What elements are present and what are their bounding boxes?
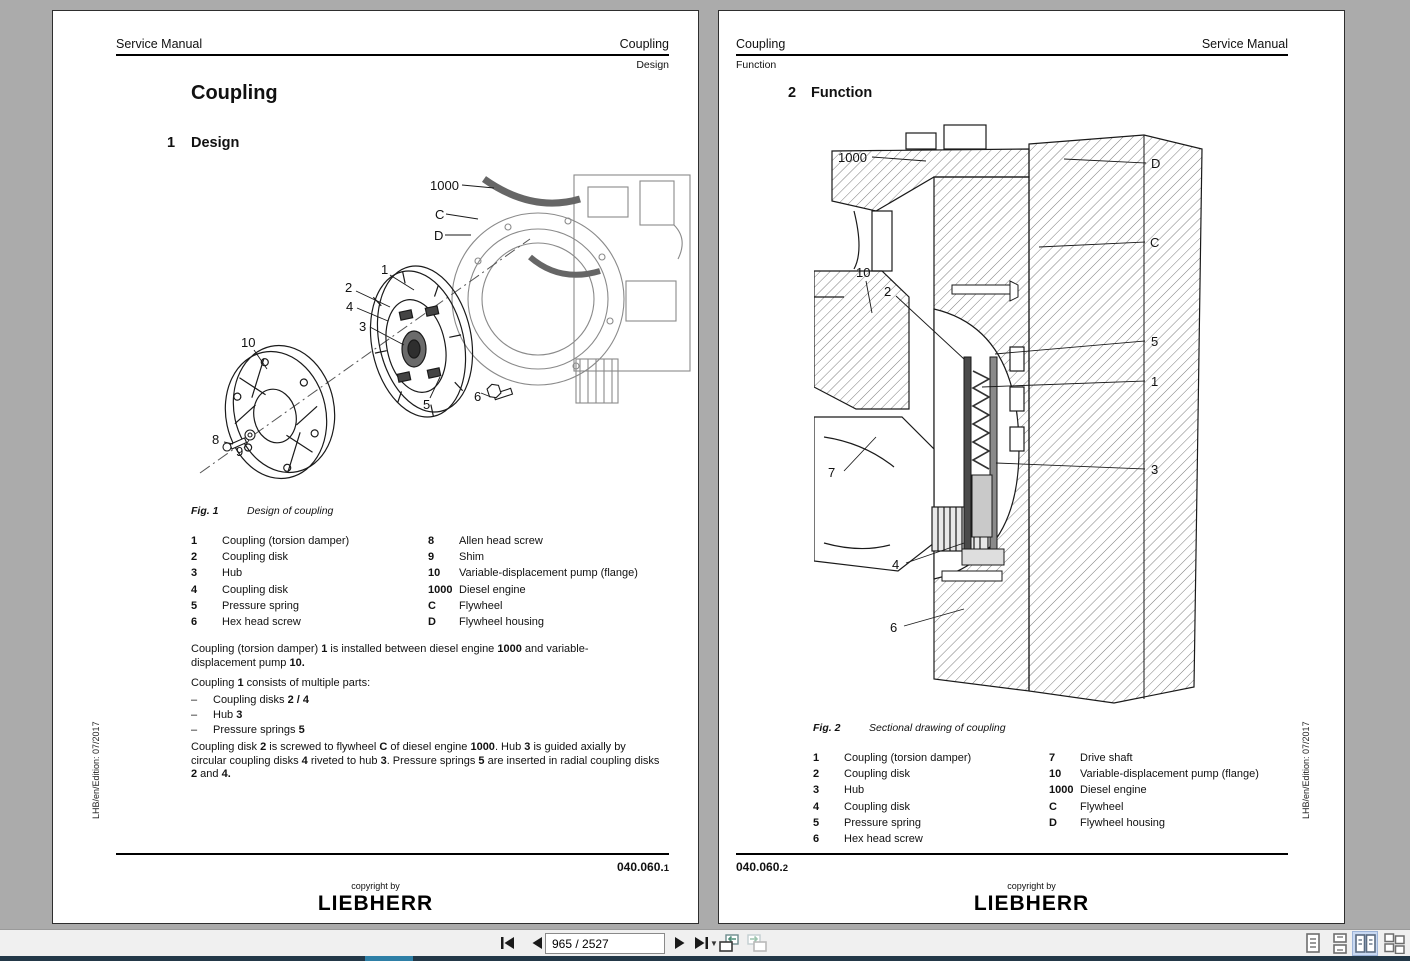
parts-row: 3 Hub (191, 567, 243, 580)
copyright-text: copyright by (1007, 881, 1056, 891)
label-C: C (435, 207, 445, 222)
label-1: 1 (1151, 374, 1159, 389)
taskbar-strip (0, 956, 1410, 961)
parts-row: 4 Coupling disk (813, 800, 911, 813)
liebherr-logo: LIEBHERR (317, 892, 434, 915)
header-rule (736, 54, 1288, 56)
header-subtitle: Design (636, 59, 669, 71)
copyright-text: copyright by (351, 881, 400, 891)
parts-row: 9 Shim (428, 551, 485, 564)
label-10: 10 (241, 335, 256, 350)
figure-caption-label: Fig. 2 (813, 722, 841, 734)
paragraph-consists: Coupling 1 consists of multiple parts: (191, 677, 371, 689)
next-view-button[interactable] (744, 932, 770, 954)
next-view-icon (746, 933, 768, 953)
continuous-view-button[interactable] (1327, 931, 1353, 956)
header-rule (116, 54, 669, 56)
last-page-button[interactable] (690, 932, 712, 954)
parts-list-col2 (428, 535, 686, 632)
parts-row: 5 Pressure spring (191, 599, 300, 612)
parts-row: 10 Variable-displacement pump (flange) (1049, 768, 1259, 781)
section-title: Design (191, 135, 240, 151)
edition-note: LHB/en/Edition: 07/2017 (1301, 721, 1311, 819)
figure-caption-label: Fig. 1 (191, 505, 219, 517)
paragraph-install: Coupling (torsion damper) 1 is installed between diesel engine 1000 and variable-displacement pump 10. (191, 643, 589, 669)
continuous-view-icon (1331, 933, 1349, 954)
label-2: 2 (884, 284, 892, 299)
document-number: 040.060.2 (736, 860, 789, 874)
parts-row: 6 Hex head screw (191, 615, 301, 628)
next-page-icon (674, 937, 685, 949)
page-number-combobox[interactable] (545, 933, 718, 954)
label-3: 3 (359, 319, 367, 334)
parts-row: 1000 Diesel engine (1049, 784, 1147, 797)
coupling-disk-drawing (358, 257, 486, 426)
figure-2-sectional-drawing (814, 119, 1294, 711)
first-page-button[interactable] (496, 932, 518, 954)
bullet-list (191, 693, 651, 738)
label-C: C (1150, 235, 1160, 250)
pump-flange-section (814, 271, 909, 409)
bullet-item: – Coupling disks 2 / 4 (191, 694, 309, 706)
next-page-button[interactable] (668, 932, 690, 954)
previous-view-button[interactable] (716, 932, 742, 954)
last-page-icon (694, 937, 709, 949)
parts-row: 6 Hex head screw (813, 832, 923, 845)
footer-rule (116, 853, 669, 855)
parts-row: 1 Coupling (torsion damper) (813, 752, 972, 764)
label-5: 5 (423, 397, 431, 412)
parts-list-col1 (191, 535, 423, 632)
label-6: 6 (474, 389, 482, 404)
section-number: 2 (788, 85, 797, 101)
engine-block-drawing (452, 175, 690, 403)
single-page-view-button[interactable] (1300, 931, 1326, 956)
label-1: 1 (381, 262, 389, 277)
label-4: 4 (892, 557, 900, 572)
parts-row: 8 Allen head screw (428, 535, 543, 547)
section-number: 1 (167, 135, 176, 151)
header-left: Coupling (736, 37, 786, 51)
parts-row: C Flywheel (1049, 800, 1124, 813)
header-right: Coupling (619, 37, 669, 51)
header-left: Service Manual (116, 37, 203, 51)
parts-row: D Flywheel housing (1049, 816, 1165, 829)
figure-1-labels (212, 178, 481, 459)
parts-row: D Flywheel housing (428, 615, 544, 628)
parts-row: 2 Coupling disk (191, 551, 289, 564)
label-10: 10 (856, 265, 871, 280)
label-7: 7 (828, 465, 836, 480)
parts-row: C Flywheel (428, 599, 503, 612)
figure-caption-text: Design of coupling (247, 505, 334, 517)
bullet-item: – Pressure springs 5 (191, 724, 305, 736)
figure-caption-text: Sectional drawing of coupling (869, 722, 1006, 734)
label-D: D (434, 228, 444, 243)
label-1000: 1000 (430, 178, 459, 193)
two-page-continuous-view-icon (1384, 933, 1405, 954)
label-1000: 1000 (838, 150, 867, 165)
parts-row: 3 Hub (813, 784, 865, 797)
parts-row: 2 Coupling disk (813, 768, 911, 781)
parts-row: 4 Coupling disk (191, 583, 289, 596)
label-8: 8 (212, 432, 220, 447)
parts-row: 10 Variable-displacement pump (flange) (428, 567, 638, 580)
label-5: 5 (1151, 334, 1159, 349)
label-3: 3 (1151, 462, 1159, 477)
edition-note: LHB/en/Edition: 07/2017 (91, 721, 101, 819)
footer-rule (736, 853, 1288, 855)
label-2: 2 (345, 280, 353, 295)
header-right: Service Manual (1201, 37, 1288, 51)
figure-1-exploded-drawing (178, 161, 698, 499)
document-number: 040.060.1 (616, 860, 669, 874)
section-title: Function (811, 85, 873, 101)
parts-row: 7 Drive shaft (1049, 752, 1133, 764)
flywheel-housing-section (1029, 135, 1202, 703)
label-4: 4 (346, 299, 354, 314)
previous-page-icon (532, 937, 543, 949)
paragraph-function: Coupling disk 2 is screwed to flywheel C of diesel engine 1000. Hub 3 is guided axially by circular coupling disks 4 riveted to hub 3. Pressure springs 5 are inserted in radial coupling disks 2 and 4. (191, 741, 660, 781)
chevron-down-icon[interactable]: ▼ (710, 939, 718, 948)
label-D: D (1151, 156, 1161, 171)
label-9: 9 (236, 444, 244, 459)
bullet-item: – Hub 3 (191, 709, 243, 721)
label-6: 6 (890, 620, 898, 635)
single-page-view-icon (1304, 933, 1322, 954)
liebherr-logo: LIEBHERR (973, 892, 1090, 915)
parts-row: 5 Pressure spring (813, 816, 922, 829)
parts-row: 1 Coupling (torsion damper) (191, 535, 350, 547)
parts-row: 1000 Diesel engine (428, 583, 526, 596)
two-page-view-icon (1355, 933, 1376, 954)
chapter-title: Coupling (191, 82, 278, 104)
two-page-continuous-view-button[interactable] (1381, 931, 1407, 956)
previous-view-icon (718, 933, 740, 953)
pump-flange-drawing (214, 336, 346, 488)
first-page-icon (500, 937, 515, 949)
parts-list-col2 (1049, 752, 1321, 833)
left-page (52, 10, 699, 924)
parts-list-col1 (813, 752, 1045, 849)
taskbar-active-segment (365, 956, 413, 961)
header-subtitle: Function (736, 59, 777, 71)
two-page-view-button[interactable] (1352, 931, 1378, 956)
viewer-toolbar (0, 929, 1410, 957)
right-page (718, 10, 1345, 924)
